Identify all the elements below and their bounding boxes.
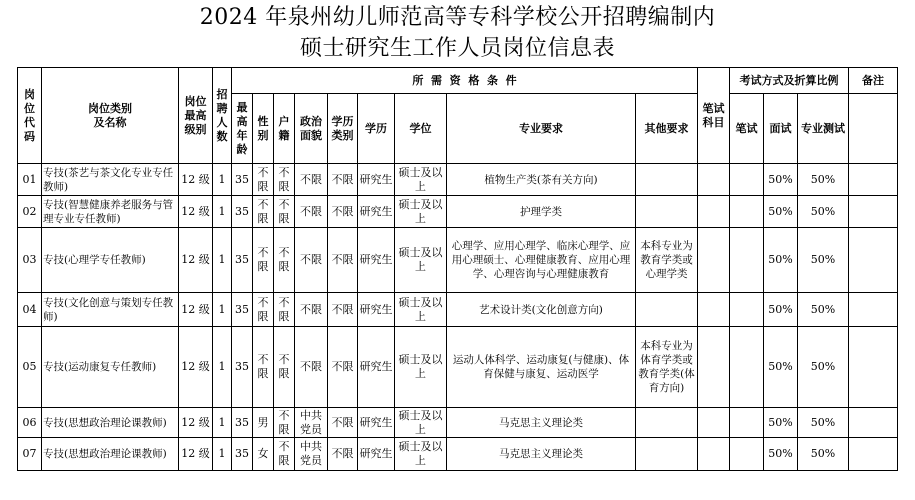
cell-count: 1	[213, 438, 232, 471]
header-other: 其他要求	[636, 94, 698, 164]
cell-interview: 50%	[764, 228, 798, 293]
cell-political: 中共党员	[295, 408, 328, 438]
cell-interview: 50%	[764, 438, 798, 471]
table-row	[18, 327, 898, 408]
cell-professional-test: 50%	[798, 228, 849, 293]
cell-code: 03	[18, 228, 42, 293]
cell-education: 研究生	[358, 228, 395, 293]
cell-professional-test: 50%	[798, 196, 849, 228]
header-max-age: 最 高 年 龄	[232, 94, 253, 164]
header-education: 学历	[358, 94, 395, 164]
cell-written	[730, 293, 764, 327]
header-degree-type: 学历 类别	[328, 94, 358, 164]
cell-remark	[849, 293, 898, 327]
cell-written-subject	[698, 408, 730, 438]
cell-count: 1	[213, 196, 232, 228]
cell-name: 专技(茶艺与茶文化专业专任教师)	[42, 164, 179, 196]
cell-professional-test: 50%	[798, 327, 849, 408]
header-code: 岗 位 代 码	[18, 68, 42, 164]
header-level: 岗位 最高 级别	[179, 68, 213, 164]
cell-degree-type: 不限	[328, 164, 358, 196]
cell-interview: 50%	[764, 196, 798, 228]
cell-hukou: 不限	[274, 293, 295, 327]
cell-interview: 50%	[764, 293, 798, 327]
cell-hukou: 不限	[274, 164, 295, 196]
header-written: 笔试	[730, 94, 764, 164]
cell-count: 1	[213, 228, 232, 293]
title-line-2: 硕士研究生工作人员岗位信息表	[299, 36, 615, 61]
cell-other	[636, 164, 698, 196]
cell-education: 研究生	[358, 327, 395, 408]
cell-major: 植物生产类(茶有关方向)	[447, 164, 636, 196]
cell-other	[636, 196, 698, 228]
cell-degree-type: 不限	[328, 228, 358, 293]
cell-other	[636, 408, 698, 438]
cell-degree: 硕士及以上	[395, 196, 447, 228]
cell-gender: 不限	[253, 327, 274, 408]
table-row	[18, 196, 898, 228]
header-political: 政治 面貌	[295, 94, 328, 164]
cell-professional-test: 50%	[798, 408, 849, 438]
header-requirements: 所 需 资 格 条 件	[232, 68, 698, 94]
table-row	[18, 228, 898, 293]
positions-table	[17, 67, 898, 471]
cell-degree: 硕士及以上	[395, 228, 447, 293]
cell-gender: 男	[253, 408, 274, 438]
cell-code: 04	[18, 293, 42, 327]
cell-major: 艺术设计类(文化创意方向)	[447, 293, 636, 327]
cell-level: 12 级	[179, 164, 213, 196]
page-title	[0, 2, 915, 64]
cell-degree: 硕士及以上	[395, 408, 447, 438]
cell-age: 35	[232, 408, 253, 438]
header-category: 岗位类别 及名称	[42, 68, 179, 164]
cell-degree-type: 不限	[328, 293, 358, 327]
cell-degree: 硕士及以上	[395, 293, 447, 327]
cell-gender: 女	[253, 438, 274, 471]
cell-hukou: 不限	[274, 408, 295, 438]
cell-name: 专技(运动康复专任教师)	[42, 327, 179, 408]
cell-political: 不限	[295, 228, 328, 293]
cell-political: 不限	[295, 327, 328, 408]
cell-written-subject	[698, 327, 730, 408]
cell-name: 专技(思想政治理论课教师)	[42, 438, 179, 471]
cell-code: 06	[18, 408, 42, 438]
cell-level: 12 级	[179, 196, 213, 228]
cell-degree: 硕士及以上	[395, 164, 447, 196]
cell-political: 中共党员	[295, 438, 328, 471]
cell-written	[730, 164, 764, 196]
cell-level: 12 级	[179, 293, 213, 327]
cell-name: 专技(心理学专任教师)	[42, 228, 179, 293]
cell-age: 35	[232, 293, 253, 327]
cell-written	[730, 327, 764, 408]
cell-level: 12 级	[179, 327, 213, 408]
table-row	[18, 438, 898, 471]
cell-level: 12 级	[179, 438, 213, 471]
cell-education: 研究生	[358, 164, 395, 196]
cell-education: 研究生	[358, 293, 395, 327]
cell-interview: 50%	[764, 327, 798, 408]
cell-count: 1	[213, 164, 232, 196]
cell-education: 研究生	[358, 196, 395, 228]
cell-remark	[849, 196, 898, 228]
cell-degree: 硕士及以上	[395, 438, 447, 471]
cell-remark	[849, 228, 898, 293]
header-remark: 备注	[849, 68, 898, 94]
cell-interview: 50%	[764, 408, 798, 438]
cell-hukou: 不限	[274, 228, 295, 293]
cell-age: 35	[232, 438, 253, 471]
title-line-1: 2024 年泉州幼儿师范高等专科学校公开招聘编制内	[199, 5, 716, 30]
cell-age: 35	[232, 164, 253, 196]
cell-hukou: 不限	[274, 438, 295, 471]
header-degree: 学位	[395, 94, 447, 164]
cell-remark	[849, 408, 898, 438]
cell-remark	[849, 438, 898, 471]
header-hukou: 户 籍	[274, 94, 295, 164]
cell-code: 07	[18, 438, 42, 471]
cell-count: 1	[213, 327, 232, 408]
cell-written	[730, 438, 764, 471]
cell-age: 35	[232, 196, 253, 228]
header-remark-blank	[849, 94, 898, 164]
cell-remark	[849, 164, 898, 196]
cell-code: 05	[18, 327, 42, 408]
cell-hukou: 不限	[274, 196, 295, 228]
cell-name: 专技(思想政治理论课教师)	[42, 408, 179, 438]
cell-gender: 不限	[253, 196, 274, 228]
cell-count: 1	[213, 408, 232, 438]
cell-major: 护理学类	[447, 196, 636, 228]
cell-name: 专技(文化创意与策划专任教师)	[42, 293, 179, 327]
cell-degree-type: 不限	[328, 438, 358, 471]
cell-written	[730, 196, 764, 228]
cell-level: 12 级	[179, 228, 213, 293]
cell-level: 12 级	[179, 408, 213, 438]
cell-interview: 50%	[764, 164, 798, 196]
cell-degree-type: 不限	[328, 327, 358, 408]
cell-code: 02	[18, 196, 42, 228]
cell-education: 研究生	[358, 408, 395, 438]
cell-other: 本科专业为教育学类或心理学类	[636, 228, 698, 293]
cell-written-subject	[698, 438, 730, 471]
cell-name: 专技(智慧健康养老服务与管理专业专任教师)	[42, 196, 179, 228]
cell-gender: 不限	[253, 228, 274, 293]
cell-age: 35	[232, 228, 253, 293]
cell-major: 运动人体科学、运动康复(与健康)、体育保健与康复、运动医学	[447, 327, 636, 408]
header-professional-test: 专业测试	[798, 94, 849, 164]
cell-gender: 不限	[253, 293, 274, 327]
cell-written-subject	[698, 228, 730, 293]
cell-gender: 不限	[253, 164, 274, 196]
table-row	[18, 293, 898, 327]
cell-other	[636, 438, 698, 471]
cell-hukou: 不限	[274, 327, 295, 408]
header-gender: 性 别	[253, 94, 274, 164]
cell-professional-test: 50%	[798, 438, 849, 471]
cell-degree: 硕士及以上	[395, 327, 447, 408]
cell-degree-type: 不限	[328, 408, 358, 438]
cell-professional-test: 50%	[798, 293, 849, 327]
cell-other: 本科专业为体育学类或教育学类(体育方向)	[636, 327, 698, 408]
table-row	[18, 164, 898, 196]
cell-remark	[849, 327, 898, 408]
cell-professional-test: 50%	[798, 164, 849, 196]
header-interview: 面试	[764, 94, 798, 164]
cell-written-subject	[698, 164, 730, 196]
cell-code: 01	[18, 164, 42, 196]
cell-written	[730, 408, 764, 438]
cell-major: 心理学、应用心理学、临床心理学、应用心理硕士、心理健康教育、应用心理学、心理咨询与心理健康教育	[447, 228, 636, 293]
header-written-subject: 笔试 科目	[698, 68, 730, 164]
header-major: 专业要求	[447, 94, 636, 164]
cell-written-subject	[698, 196, 730, 228]
cell-major: 马克思主义理论类	[447, 438, 636, 471]
cell-education: 研究生	[358, 438, 395, 471]
cell-political: 不限	[295, 293, 328, 327]
header-exam: 考试方式及折算比例	[730, 68, 849, 94]
cell-count: 1	[213, 293, 232, 327]
cell-political: 不限	[295, 196, 328, 228]
cell-written	[730, 228, 764, 293]
cell-degree-type: 不限	[328, 196, 358, 228]
cell-major: 马克思主义理论类	[447, 408, 636, 438]
cell-written-subject	[698, 293, 730, 327]
header-count: 招 聘 人 数	[213, 68, 232, 164]
cell-age: 35	[232, 327, 253, 408]
table-row	[18, 408, 898, 438]
cell-other	[636, 293, 698, 327]
cell-political: 不限	[295, 164, 328, 196]
